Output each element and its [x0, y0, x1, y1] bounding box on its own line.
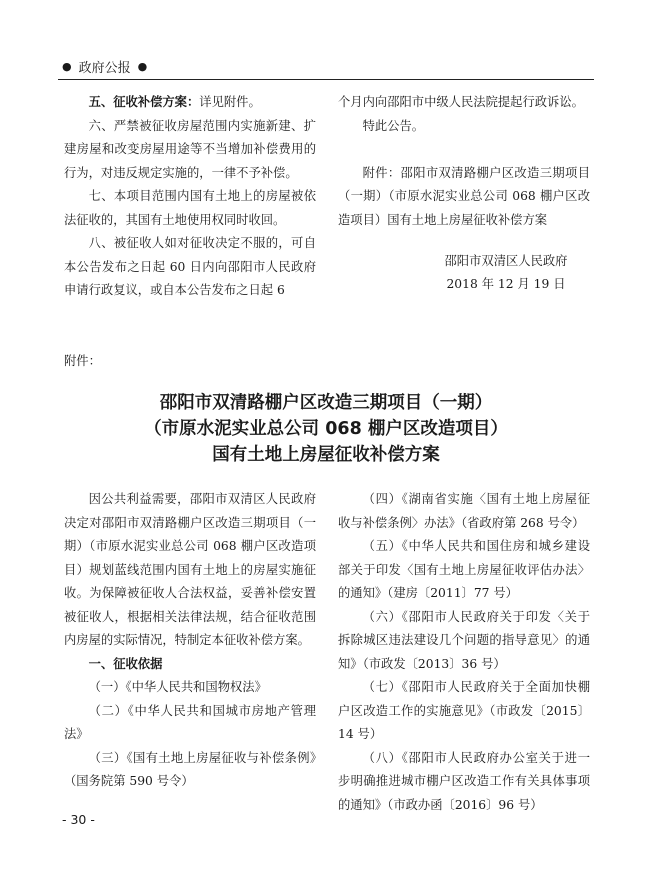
section-label: 五、征收补偿方案： [88, 95, 200, 109]
section-heading: 一、征收依据 [88, 656, 163, 671]
basis-item: （四）《湖南省实施〈国有土地上房屋征收与补偿条例〉办法》（省政府第 268 号令） [338, 492, 590, 530]
paragraph-compensation-plan [64, 91, 316, 115]
title-line: 邵阳市双清路棚户区改造三期项目（一期） [159, 393, 493, 413]
paragraph-appeal-continued: 个月内向邵阳市中级人民法院提起行政诉讼。 [338, 95, 584, 109]
page-number: - 30 - [62, 812, 95, 827]
basis-item: （一）《中华人民共和国物权法》 [88, 680, 267, 694]
paragraph-appeal: 八、被征收人如对征收决定不服的，可自本公告发布之日起 60 日内向邵阳市人民政府申请行政复议，或自本公告发布之日起 6 [64, 236, 316, 297]
paragraph-text: 详见附件。 [199, 95, 261, 109]
basis-item: （八）《邵阳市人民政府办公室关于进一步明确推进城市棚户区改造工作有关具体事项的通知》（市政办函〔2016〕96 号） [338, 750, 590, 812]
bullet-icon: ● [137, 60, 148, 73]
basis-item: （六）《邵阳市人民政府关于印发〈关于拆除城区违法建设几个问题的指导意见〉的通知》（市政发〔2013〕36 号） [338, 609, 590, 671]
top-right-column [338, 91, 590, 232]
sign-date: 2018 年 12 月 19 日 [446, 277, 566, 291]
attachment-note: 附件：邵阳市双清路棚户区改造三期项目（一期）（市原水泥实业总公司 068 棚户区改造项目）国有土地上房屋征收补偿方案 [338, 165, 590, 227]
paragraph-prohibition: 六、严禁被征收房屋范围内实施新建、扩建房屋和改变房屋用途等不当增加补偿费用的行为，对违反规定实施的，一律不予补偿。 [64, 118, 316, 180]
title-line: （市原水泥实业总公司 068 棚户区改造项目） [144, 419, 508, 439]
spacer [338, 138, 590, 162]
intro-paragraph: 因公共利益需要，邵阳市双清区人民政府决定对邵阳市双清路棚户区改造三期项目（一期）（市原水泥实业总公司 068 棚户区改造项目）规划蓝线范围内国有土地上的房屋实施征收。为保障被征收人合法权益，妥善补偿安置被征收人，根据相关法律法规，结合征收范围内房屋的实际情况，特制定本征收补偿方案。 [64, 492, 316, 647]
bottom-right-column [338, 488, 590, 817]
basis-item: （五）《中华人民共和国住房和城乡建设部关于印发〈国有土地上房屋征收评估办法〉的通知》（建房〔2011〕77 号） [338, 539, 590, 600]
top-left-column [64, 91, 316, 303]
title-line: 国有土地上房屋征收补偿方案 [212, 445, 440, 465]
basis-item: （七）《邵阳市人民政府关于全面加快棚户区改造工作的实施意见》（市政发〔2015〕14 号） [338, 680, 590, 741]
document-title [58, 390, 594, 468]
journal-header [62, 57, 147, 76]
basis-item: （二）《中华人民共和国城市房地产管理法》 [64, 703, 316, 741]
paragraph-land-right: 七、本项目范围内国有土地上的房屋被依法征收的，其国有土地使用权同时收回。 [64, 189, 316, 227]
announcement-text: 特此公告。 [362, 118, 425, 133]
attachment-label: 附件： [64, 354, 101, 368]
basis-item: （三）《国有土地上房屋征收与补偿条例》（国务院第 590 号令） [64, 750, 316, 788]
bottom-left-column [64, 488, 316, 794]
header-rule [58, 79, 594, 80]
journal-title: 政府公报 [78, 61, 131, 76]
bullet-icon: ● [62, 60, 72, 73]
signer: 邵阳市双清区人民政府 [444, 254, 568, 268]
